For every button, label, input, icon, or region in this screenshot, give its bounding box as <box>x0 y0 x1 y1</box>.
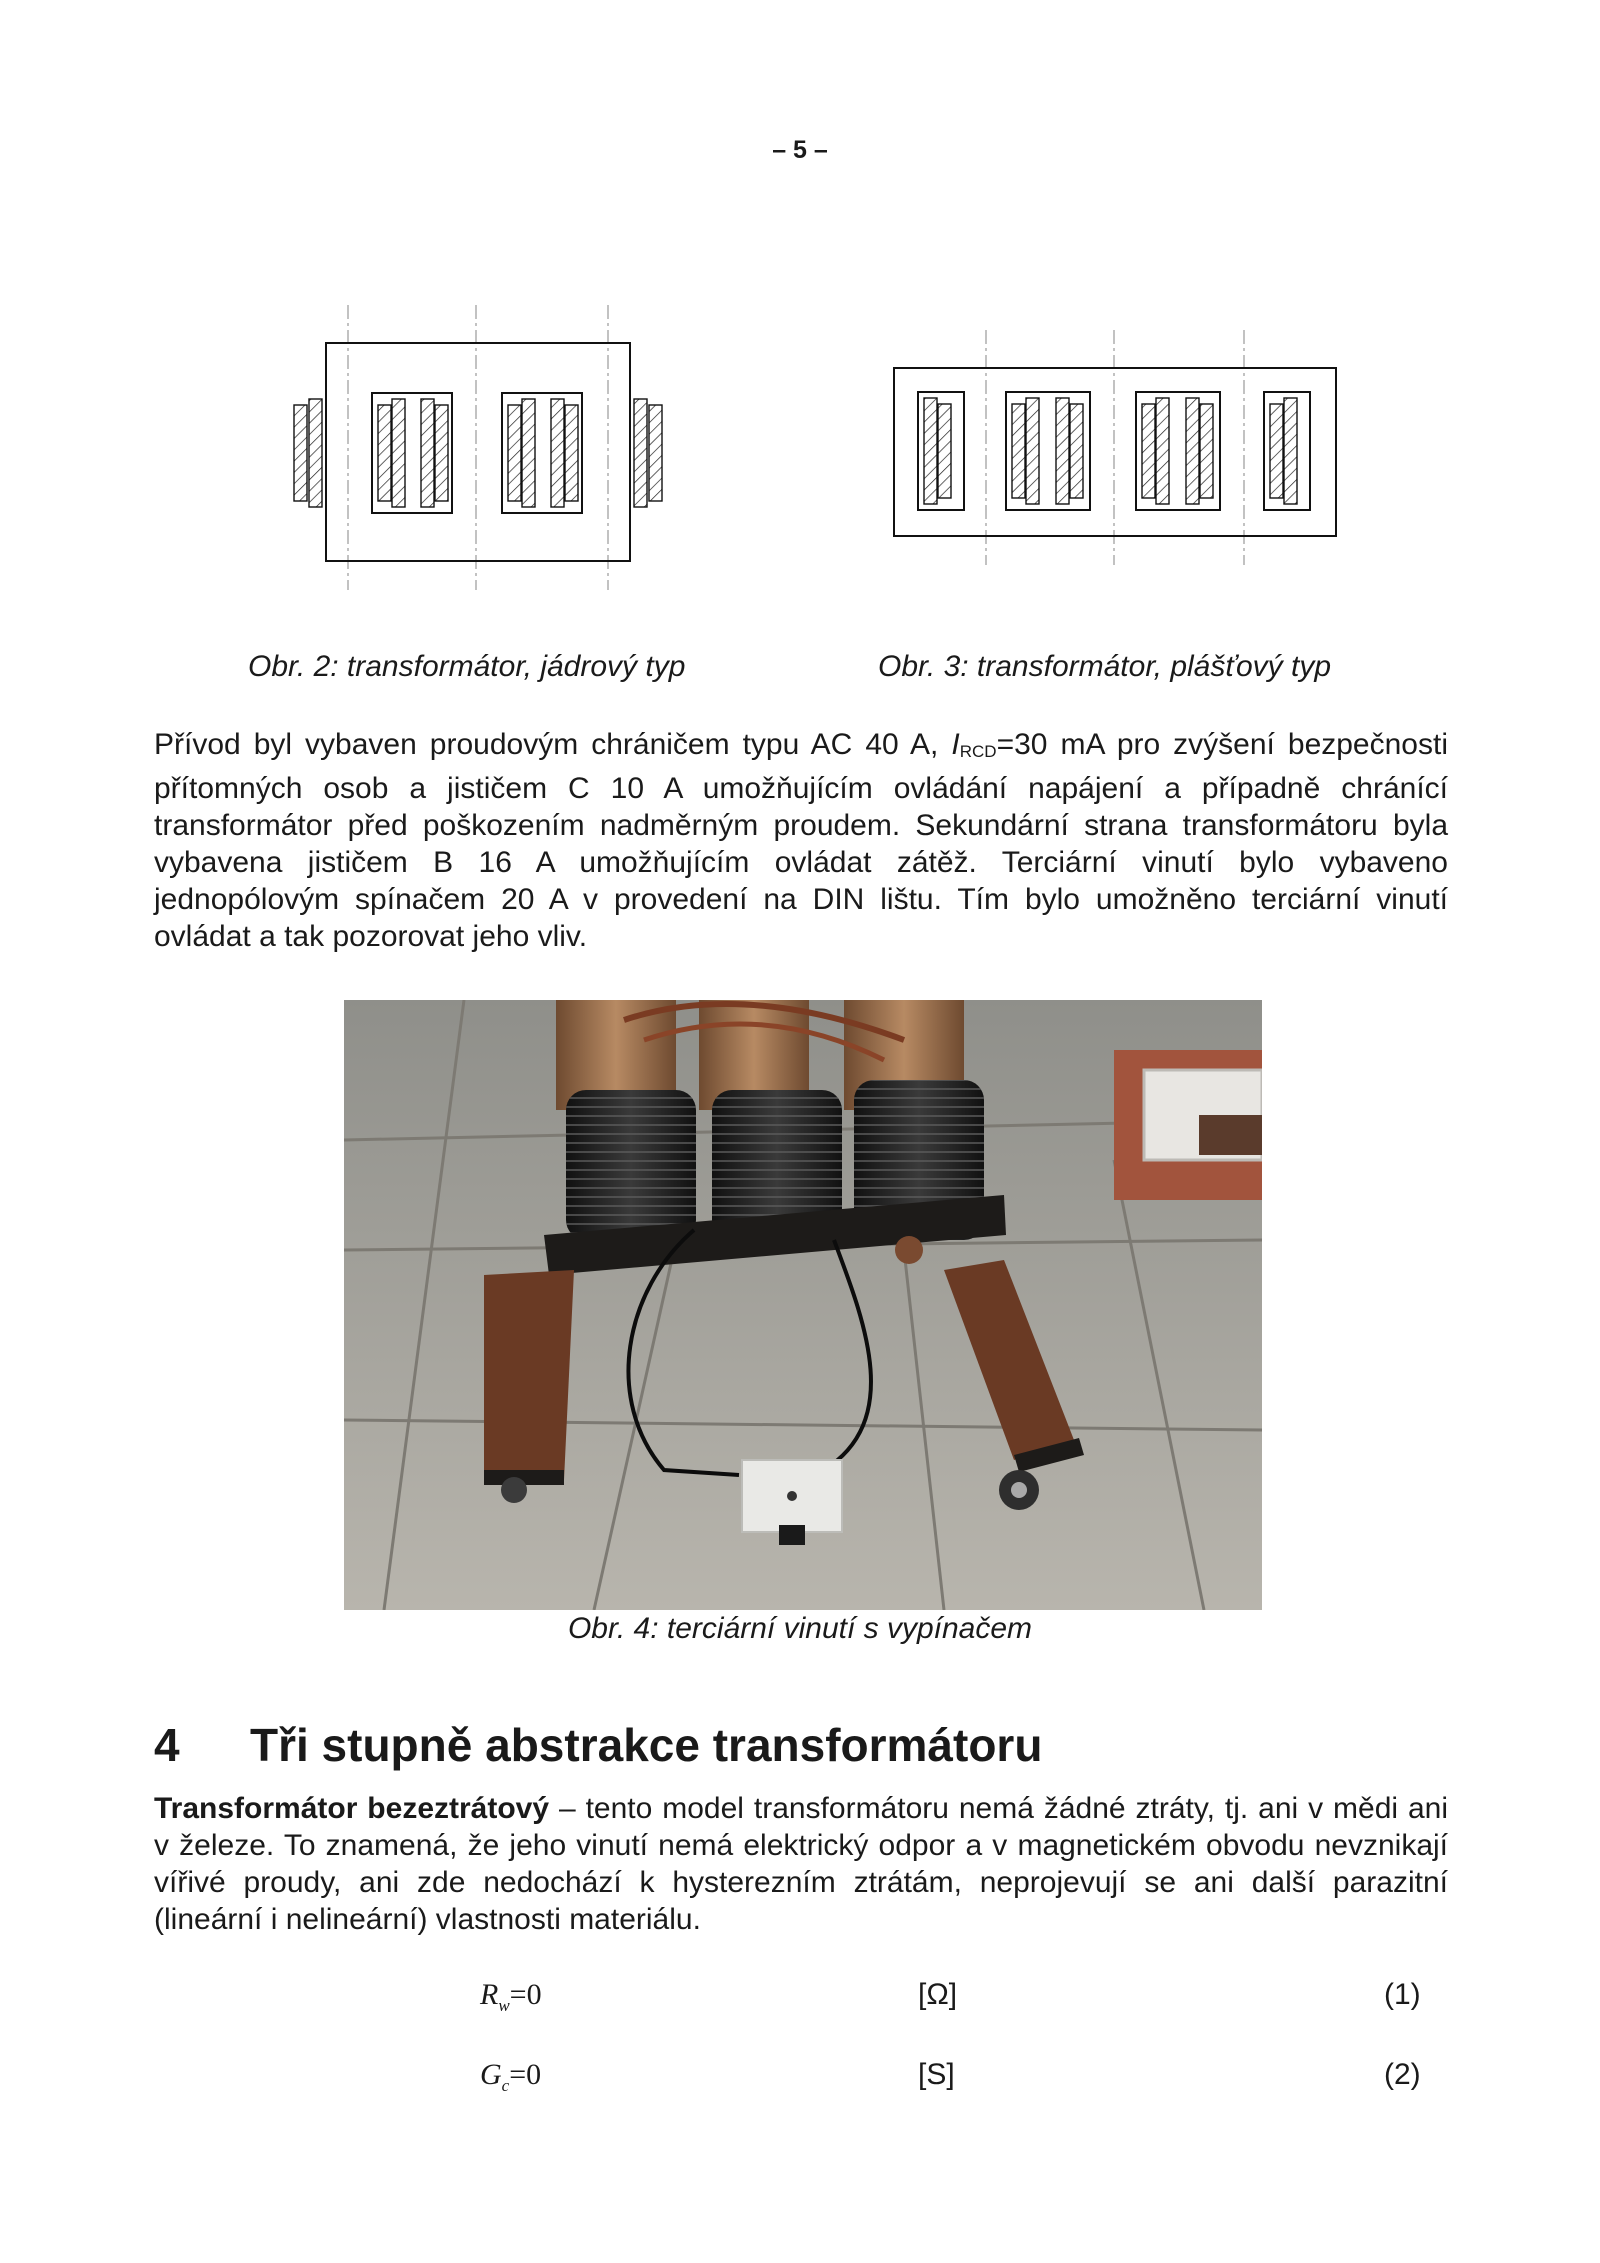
lossless-term: Transformátor bezeztrátový <box>154 1792 550 1825</box>
paragraph-supply-part2: =30 mA pro zvýšení bezpečnosti přítomných osob a jističem C 10 A umožňujícím ovládání napájení a případně chránící transformátor před poškozením nadměrným proudem. Sekundární strana transformátoru byla vybavena jističem B 16 A umožňujícím ovládat zátěž. Terciární vinutí bylo vybaveno jednopólovým spínačem 20 A v provedení na DIN lištu. Tím bylo umožněno terciární vinutí ovládat a tak pozorovat jeho vliv. <box>154 728 1448 953</box>
paragraph-supply <box>154 726 1448 955</box>
equation-1-symbol: R <box>480 1978 499 2011</box>
equation-2-formula <box>480 2058 541 2096</box>
equation-2-number: (2) <box>1384 2058 1421 2091</box>
current-subscript: RCD <box>959 742 997 761</box>
section-heading <box>154 1718 1042 1772</box>
paragraph-supply-part1: Přívod byl vybaven proudovým chráničem typu AC 40 A, <box>154 728 952 761</box>
paragraph-lossless <box>154 1790 1448 1938</box>
equation-2-subscript: c <box>501 2076 510 2095</box>
equation-1-subscript: w <box>498 1996 510 2015</box>
equation-1-formula <box>480 1978 542 2016</box>
equation-2-unit: [S] <box>918 2058 955 2091</box>
equation-2-symbol: G <box>480 2058 502 2091</box>
equation-2-rhs: =0 <box>509 2058 542 2091</box>
core-type-transformer-drawing <box>280 305 700 590</box>
lossless-text: – tento model transformátoru nemá žádné ztráty, tj. ani v mědi ani v železe. To znamená, že jeho vinutí nemá elektrický odpor a v magnetickém obvodu nevznikají vířivé proudy, ani zde nedochází k hysterezním ztrátám, neprojevují se ani další parazitní (lineární i nelineární) vlastnosti materiálu. <box>154 1792 1449 1936</box>
section-title: Tři stupně abstrakce transformátoru <box>250 1719 1043 1771</box>
tertiary-winding-photo <box>344 1000 1262 1610</box>
equation-1-number: (1) <box>1384 1978 1421 2011</box>
equation-2 <box>0 2058 1600 2098</box>
fig3-caption: Obr. 3: transformátor, plášťový typ <box>878 650 1332 683</box>
fig2-caption: Obr. 2: transformátor, jádrový typ <box>248 650 686 683</box>
equation-1 <box>0 1978 1600 2018</box>
equation-1-rhs: =0 <box>509 1978 542 2011</box>
fig4-caption: Obr. 4: terciární vinutí s vypínačem <box>567 1612 1033 1645</box>
current-symbol: I <box>951 728 960 761</box>
section-number: 4 <box>154 1719 180 1771</box>
shell-type-transformer-drawing <box>880 330 1350 565</box>
page-number: – 5 – <box>772 136 828 164</box>
equation-1-unit: [Ω] <box>918 1978 958 2011</box>
